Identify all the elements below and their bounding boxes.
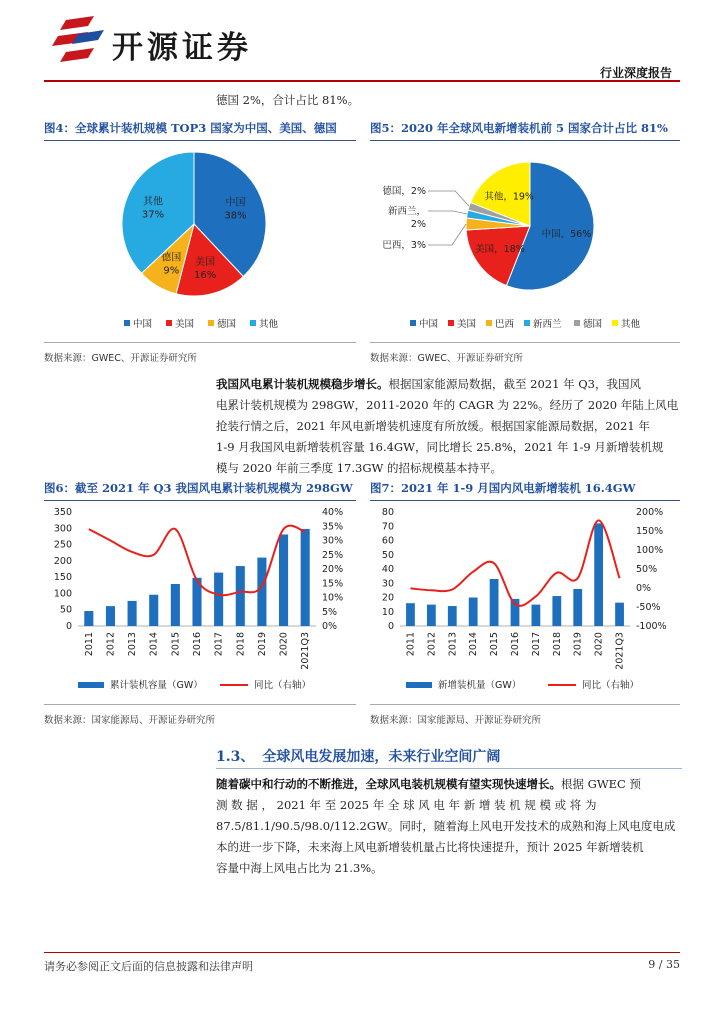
x-tick-label: 2015 [489,632,501,657]
pie-value-label: 德国，2% [382,186,426,197]
x-tick-label: 2011 [405,632,417,657]
y-left-tick-label: 30 [381,578,394,590]
pie-value-label: 2% [410,219,426,230]
pie-value-label: 37% [141,209,165,221]
bar [301,529,310,626]
para-global-outlook [216,774,682,879]
brand-logo [48,14,108,66]
fig5-pie-chart [370,144,680,344]
bar [279,534,288,626]
legend-label: 中国 [133,319,153,330]
pie-label: 中国 [225,197,246,209]
yoy-line [410,520,619,605]
section-rule [216,768,682,769]
x-tick-label: 2021Q3 [300,632,312,670]
report-type: 行业深度报告 [599,66,672,80]
legend-label: 中国 [419,319,439,330]
y-right-tick-label: 40% [322,507,344,518]
y-left-tick-label: 200 [53,555,72,567]
legend-label: 德国 [583,319,603,330]
x-tick-label: 2018 [235,632,247,657]
bar [573,589,582,626]
bar [171,584,180,626]
x-tick-label: 2021Q3 [614,632,626,670]
x-tick-label: 2016 [192,632,203,657]
pie-value-label: 16% [193,270,217,282]
footer-divider [44,952,680,953]
pie-value-label: 中国，56% [541,228,592,240]
pie-value-label: 9% [163,265,180,277]
bar [615,603,624,626]
fig4-rule [44,140,356,141]
y-right-tick-label: 10% [322,592,344,604]
pie-label: 美国 [195,257,216,269]
legend-swatch [486,320,492,326]
legend-label: 巴西 [495,319,515,330]
leader-line [428,224,466,245]
bar [427,605,436,626]
x-tick-label: 2017 [213,632,225,657]
y-left-tick-label: 250 [53,539,72,551]
x-tick-label: 2015 [170,632,182,657]
fig6-title: 图6：截至 2021 年 Q3 我国风电累计装机规模为 298GW [44,481,353,495]
x-tick-label: 2016 [510,632,521,657]
legend-label: 德国 [217,319,237,330]
fig5-title: 图5：2020 年全球风电新增装机前 5 国家合计占比 81% [370,121,668,135]
bar [406,603,415,626]
y-left-tick-label: 20 [381,592,394,604]
legend-swatch [524,320,530,326]
y-left-tick-label: 40 [381,564,394,575]
page-number: 9 / 35 [648,958,680,971]
fig5-rule [370,140,680,141]
legend-label: 累计装机容量（GW） [110,680,203,691]
bar [490,579,499,626]
x-tick-label: 2013 [447,632,459,657]
y-right-tick-label: -50% [636,602,661,613]
legend-bar-swatch [78,682,104,688]
bar [106,606,115,626]
y-right-tick-label: 5% [322,606,338,618]
y-right-tick-label: 30% [322,535,344,547]
legend-label: 其他 [621,319,641,330]
y-right-tick-label: -100% [636,621,667,632]
y-left-tick-label: 60 [381,535,394,547]
fig4-pie-chart [44,144,356,344]
x-tick-label: 2018 [551,632,563,657]
y-left-tick-label: 80 [381,507,394,518]
legend-label: 美国 [175,319,195,330]
pie-value-label: 38% [224,210,247,222]
y-left-tick-label: 50 [59,604,72,616]
para1-line: 电累计装机规模为 298GW，2011-2020 年的 CAGR 为 22%。经历了 2020 年陆上风电 [216,398,679,412]
legend-swatch [166,320,172,326]
fig7-source: 数据来源：国家能源局、开源证券研究所 [370,715,542,726]
para1-line: 抢装行情之后，2021 年风电新增装机速度有所放缓。根据国家能源局数据，2021 年 [216,419,650,433]
y-right-tick-label: 150% [636,526,664,537]
para2-line: 根据 GWEC 预 [561,777,642,791]
fig7-rule [370,500,680,501]
para-cumulative-growth [216,374,682,479]
y-left-tick-label: 70 [381,521,394,533]
y-right-tick-label: 20% [322,564,344,575]
y-right-tick-label: 0% [636,583,652,594]
para1-line: 根据国家能源局数据，截至 2021 年 Q3，我国风 [388,377,641,391]
y-left-tick-label: 300 [53,523,72,535]
fig4-source: 数据来源：GWEC、开源证券研究所 [44,353,197,364]
y-left-tick-label: 0 [387,621,394,632]
section-heading [216,746,500,766]
x-tick-label: 2011 [83,632,95,657]
legend-bar-swatch [406,682,432,688]
para2-line: 87.5/81.1/90.5/98.0/112.2GW。同时，随着海上风电开发技术的成熟和海上风电度电成 [216,819,676,833]
legend-swatch [574,320,580,326]
legend-swatch [208,320,214,326]
x-tick-label: 2012 [105,632,117,657]
x-tick-label: 2019 [256,632,268,657]
legend-swatch [124,320,130,326]
legend-label: 新西兰 [533,319,562,330]
x-tick-label: 2013 [127,632,139,657]
y-right-tick-label: 100% [636,545,664,556]
fig7-title: 图7：2021 年 1-9 月国内风电新增装机 16.4GW [370,481,636,495]
pie-label: 其他 [143,196,164,208]
fig7-bottom-rule [370,704,680,705]
pie-value-label: 巴西，3% [382,240,426,251]
fig5-source: 数据来源：GWEC、开源证券研究所 [370,353,523,364]
x-tick-label: 2019 [572,632,584,657]
legend-swatch [410,320,416,326]
fig7-bar-line-chart [370,504,680,704]
header-divider [44,80,680,82]
bar [214,573,223,626]
x-tick-label: 2014 [148,632,160,657]
legend-label: 同比（右轴） [254,680,312,691]
fig6-bar-line-chart [44,504,356,704]
bar [236,566,245,626]
bar [594,523,603,626]
x-tick-label: 2017 [530,632,542,657]
y-left-tick-label: 150 [53,572,72,584]
bar [257,558,266,626]
legend-label: 新增装机量（GW） [438,680,522,691]
para1-lead: 我国风电累计装机规模稳步增长。 [216,377,389,391]
y-right-tick-label: 25% [322,549,344,561]
legend-swatch [612,320,618,326]
footer-disclaimer[interactable]: 请务必参阅正文后面的信息披露和法律声明 [44,960,253,973]
bar [448,606,457,626]
section-number: 1.3、 [216,749,255,765]
fig6-bottom-rule [44,704,356,705]
y-left-tick-label: 350 [53,507,72,518]
brand-name: 开源证券 [112,30,252,66]
y-right-tick-label: 200% [636,507,664,518]
y-right-tick-label: 50% [636,564,658,575]
pie-value-label: 新西兰， [387,206,426,217]
leader-line [428,211,467,214]
fig4-title: 图4：全球累计装机规模 TOP3 国家为中国、美国、德国 [44,121,337,135]
brand-logo-icon [48,14,108,66]
y-right-tick-label: 0% [322,621,338,632]
y-right-tick-label: 35% [322,521,344,533]
para2-line: 容量中海上风电占比为 21.3%。 [216,861,383,875]
y-left-tick-label: 100 [53,588,72,600]
fig6-source: 数据来源：国家能源局、开源证券研究所 [44,715,216,726]
para2-lead: 随着碳中和行动的不断推进，全球风电装机规模有望实现快速增长。 [216,777,561,791]
leader-line [428,191,469,206]
bar [149,595,158,626]
bar [469,598,478,627]
bar [84,611,93,626]
fig6-rule [44,500,356,501]
y-left-tick-label: 50 [381,549,394,561]
para2-line: 本的进一步下降，未来海上风电新增装机量占比将快速提升，预计 2025 年新增装机 [216,840,644,854]
y-left-tick-label: 0 [65,621,72,632]
fig5-bottom-rule [370,342,680,343]
intro-line: 德国 2%，合计占比 81%。 [216,93,360,107]
pie-label: 德国 [161,252,182,264]
para1-line: 1-9 月我国风电新增装机容量 16.4GW，同比增长 25.8%，2021 年 1-9 月新增装机规 [216,440,664,454]
legend-label: 同比（右轴） [582,680,640,691]
para1-line: 模与 2020 年前三季度 17.3GW 的招标规模基本持平。 [216,461,502,475]
fig4-bottom-rule [44,342,356,343]
x-tick-label: 2014 [468,632,480,657]
bar [552,596,561,626]
pie-value-label: 其他，19% [484,191,534,203]
x-tick-label: 2020 [593,632,605,657]
y-left-tick-label: 10 [381,606,394,618]
x-tick-label: 2020 [278,632,290,657]
bar [128,601,137,626]
legend-label: 美国 [457,319,477,330]
section-title: 全球风电发展加速，未来行业空间广阔 [262,749,501,765]
bar [532,605,541,626]
x-tick-label: 2012 [426,632,438,657]
para2-line: 测 数 据 ， 2021 年 至 2025 年 全 球 风 电 年 新 增 装 机 规 模 或 将 为 [216,798,597,812]
y-right-tick-label: 15% [322,578,344,590]
legend-swatch [448,320,454,326]
legend-swatch [250,320,256,326]
legend-label: 其他 [259,319,279,330]
pie-value-label: 美国，18% [475,243,525,255]
